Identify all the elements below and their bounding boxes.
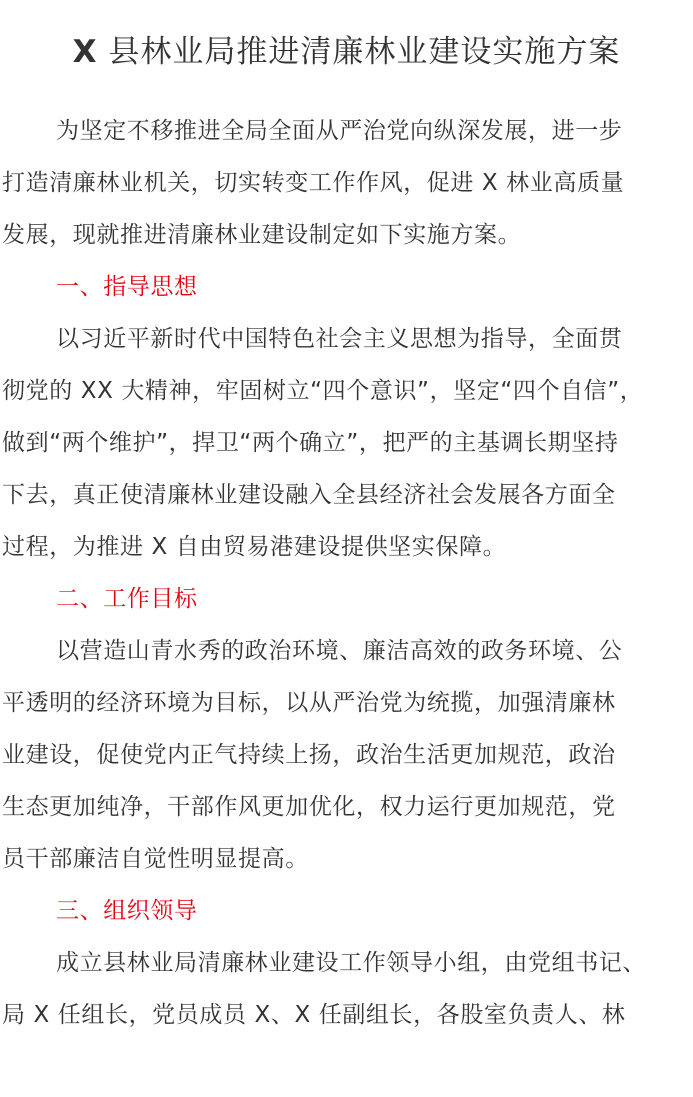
section-heading-organization: 三、组织领导	[56, 898, 198, 924]
section-heading-guiding-ideology: 一、指导思想	[56, 274, 198, 300]
paragraph-line: 为坚定不移推进全局全面从严治党向纵深发展，进一步	[56, 118, 623, 144]
paragraph-line: 彻党的 XX 大精神，牢固树立“四个意识”，坚定“四个自信”，	[2, 378, 644, 404]
title-prefix: X	[72, 34, 98, 70]
paragraph-line: 局 X 任组长，党员成员 X、X 任副组长，各股室负责人、林	[2, 1002, 626, 1028]
paragraph-line: 业建设，促使党内正气持续上扬，政治生活更加规范，政治	[2, 742, 616, 768]
paragraph-line: 发展，现就推进清廉林业建设制定如下实施方案。	[2, 222, 522, 248]
paragraph-line: 生态更加纯净，干部作风更加优化，权力运行更加规范，党	[2, 794, 616, 820]
paragraph-line: 员干部廉洁自觉性明显提高。	[2, 846, 309, 872]
paragraph-line: 做到“两个维护”，捍卫“两个确立”，把严的主基调长期坚持	[2, 430, 619, 456]
paragraph-line: 过程，为推进 X 自由贸易港建设提供坚实保障。	[2, 534, 507, 560]
paragraph-line: 下去，真正使清廉林业建设融入全县经济社会发展各方面全	[2, 482, 616, 508]
title-text: 县林业局推进清廉林业建设实施方案	[108, 34, 621, 70]
section-heading-work-goals: 二、工作目标	[56, 586, 198, 612]
paragraph-line: 以习近平新时代中国特色社会主义思想为指导，全面贯	[56, 326, 623, 352]
paragraph-line: 以营造山青水秀的政治环境、廉洁高效的政务环境、公	[56, 638, 623, 664]
paragraph-line: 打造清廉林业机关，切实转变工作作风，促进 X 林业高质量	[2, 170, 625, 196]
document-title	[0, 26, 693, 78]
paragraph-line: 成立县林业局清廉林业建设工作领导小组，由党组书记、	[56, 950, 646, 976]
paragraph-line: 平透明的经济环境为目标，以从严治党为统揽，加强清廉林	[2, 690, 616, 716]
